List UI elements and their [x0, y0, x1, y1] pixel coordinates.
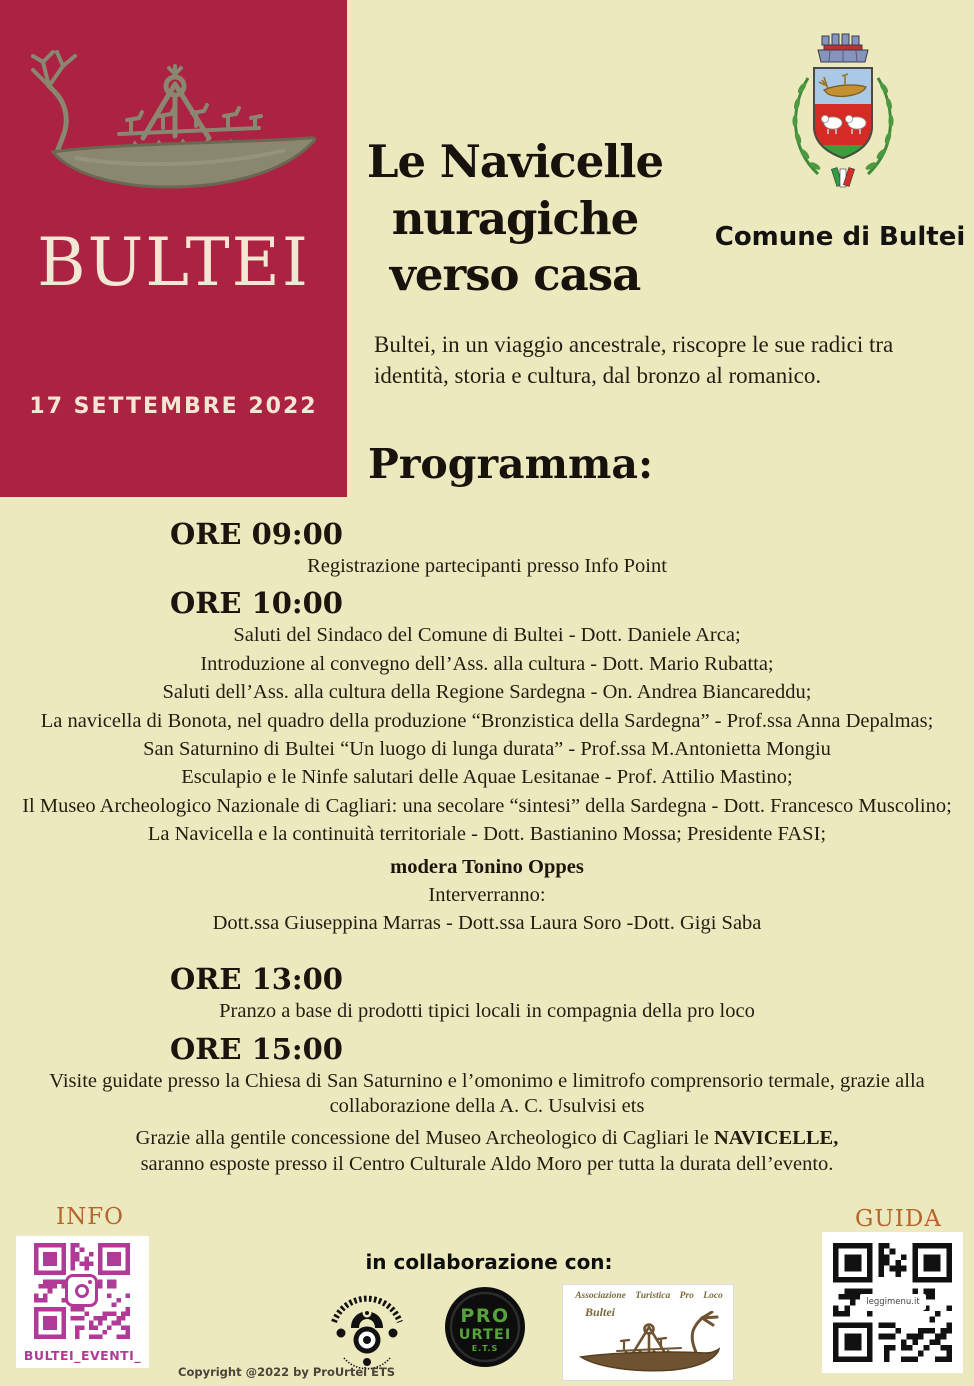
collaboration-label: in collaborazione con: — [365, 1250, 613, 1274]
final-notice-part2: saranno esposte presso il Centro Culturale Aldo Moro per tutta la durata dell’evento. — [140, 1152, 834, 1175]
program-list — [0, 510, 974, 1177]
program-time: ORE 13:00 — [170, 962, 343, 997]
event-title — [360, 134, 670, 304]
pro-urtei-line1: PRO — [460, 1305, 510, 1327]
program-item: Esculapio e le Ninfe salutari delle Aquae Lesitanae - Prof. Attilio Mastino; — [181, 766, 793, 789]
program-item: La navicella di Bonota, nel quadro della produzione “Bronzistica della Sardegna” - Prof.ssa Anna Depalmas; — [40, 709, 934, 732]
program-item: San Saturnino di Bultei “Un luogo di lunga durata” - Prof.ssa M.Antonietta Mongiu — [143, 738, 831, 761]
program-item: Dott.ssa Giuseppina Marras - Dott.ssa Laura Soro -Dott. Gigi Saba — [212, 912, 762, 935]
program-item: Registrazione partecipanti presso Info Point — [307, 555, 667, 577]
program-item: Saluti del Sindaco del Comune di Bultei - Dott. Daniele Arca; — [233, 624, 741, 647]
program-heading: Programma: — [368, 440, 654, 488]
event-date: 17 SETTEMBRE 2022 — [29, 394, 318, 419]
program-item: Visite guidate presso la Chiesa di San Saturnino e l’omonimo e limitrofo comprensorio termale, grazie alla collaborazione della A. C. Usulvisi ets — [49, 1069, 925, 1118]
program-item: Saluti dell’Ass. alla cultura della Regione Sardegna - On. Andrea Biancareddu; — [162, 681, 812, 704]
title-line-2: nuragiche — [391, 191, 639, 245]
program-time: ORE 10:00 — [170, 586, 343, 621]
title-line-3: verso casa — [389, 248, 641, 302]
navicella-boat-image — [22, 40, 324, 210]
program-item: Introduzione al convegno dell’Ass. alla cultura - Dott. Mario Rubatta; — [200, 652, 774, 675]
instagram-flash-icon — [88, 1280, 92, 1284]
guida-label: GUIDA — [855, 1206, 942, 1232]
final-notice — [107, 1126, 867, 1178]
municipality-crest — [778, 16, 908, 214]
pro-urtei-line2: URTEI — [458, 1327, 512, 1343]
pro-loco-town-text: Bultei — [585, 1305, 616, 1319]
info-qr-code — [16, 1236, 149, 1368]
moderator-line: modera Tonino Oppes — [390, 855, 584, 878]
pro-loco-boat-image — [569, 1311, 729, 1377]
final-notice-part1: Grazie alla gentile concessione del Museo Archeologico di Cagliari le — [135, 1126, 714, 1149]
title-line-1: Le Navicelle — [366, 135, 664, 188]
copyright-text: Copyright @2022 by ProUrtei ETS — [178, 1365, 396, 1379]
program-item: Il Museo Archeologico Nazionale di Cagliari: una secolare “sintesi” della Sardegna - Dott. Francesco Muscolino; — [22, 794, 952, 817]
town-name: BULTEI — [37, 224, 310, 301]
instagram-icon — [65, 1274, 98, 1307]
info-qr-caption: BULTEI_EVENTI_ — [23, 1348, 142, 1363]
program-time: ORE 09:00 — [170, 517, 343, 551]
pro-urtei-line3: E.T.S — [471, 1344, 499, 1353]
program-time: ORE 15:00 — [170, 1031, 343, 1066]
program-item: La Navicella e la continuità territoriale - Dott. Bastianino Mossa; Presidente FASI; — [147, 823, 827, 846]
pro-loco-association-text: Associazione Turistica Pro Loco — [575, 1291, 723, 1301]
event-subtitle: Bultei, in un viaggio ancestrale, riscopre le sue radici tra identità, storia e cultura, dal bronzo al romanico. — [374, 332, 894, 388]
program-item: Interverranno: — [428, 883, 546, 906]
left-panel — [0, 0, 347, 497]
cultural-association-logo — [320, 1280, 414, 1376]
pro-loco-logo — [562, 1284, 734, 1381]
info-label: INFO — [56, 1204, 125, 1230]
navicelle-bold: NAVICELLE, — [713, 1126, 839, 1149]
municipality-name: Comune di Bultei — [714, 222, 966, 252]
guida-qr-label: leggimenu.it — [860, 1294, 926, 1310]
instagram-lens-icon — [75, 1284, 89, 1298]
guida-qr-code — [822, 1232, 963, 1373]
pro-urtei-logo — [444, 1286, 526, 1368]
program-item: Pranzo a base di prodotti tipici locali in compagnia della pro loco — [219, 1000, 755, 1023]
